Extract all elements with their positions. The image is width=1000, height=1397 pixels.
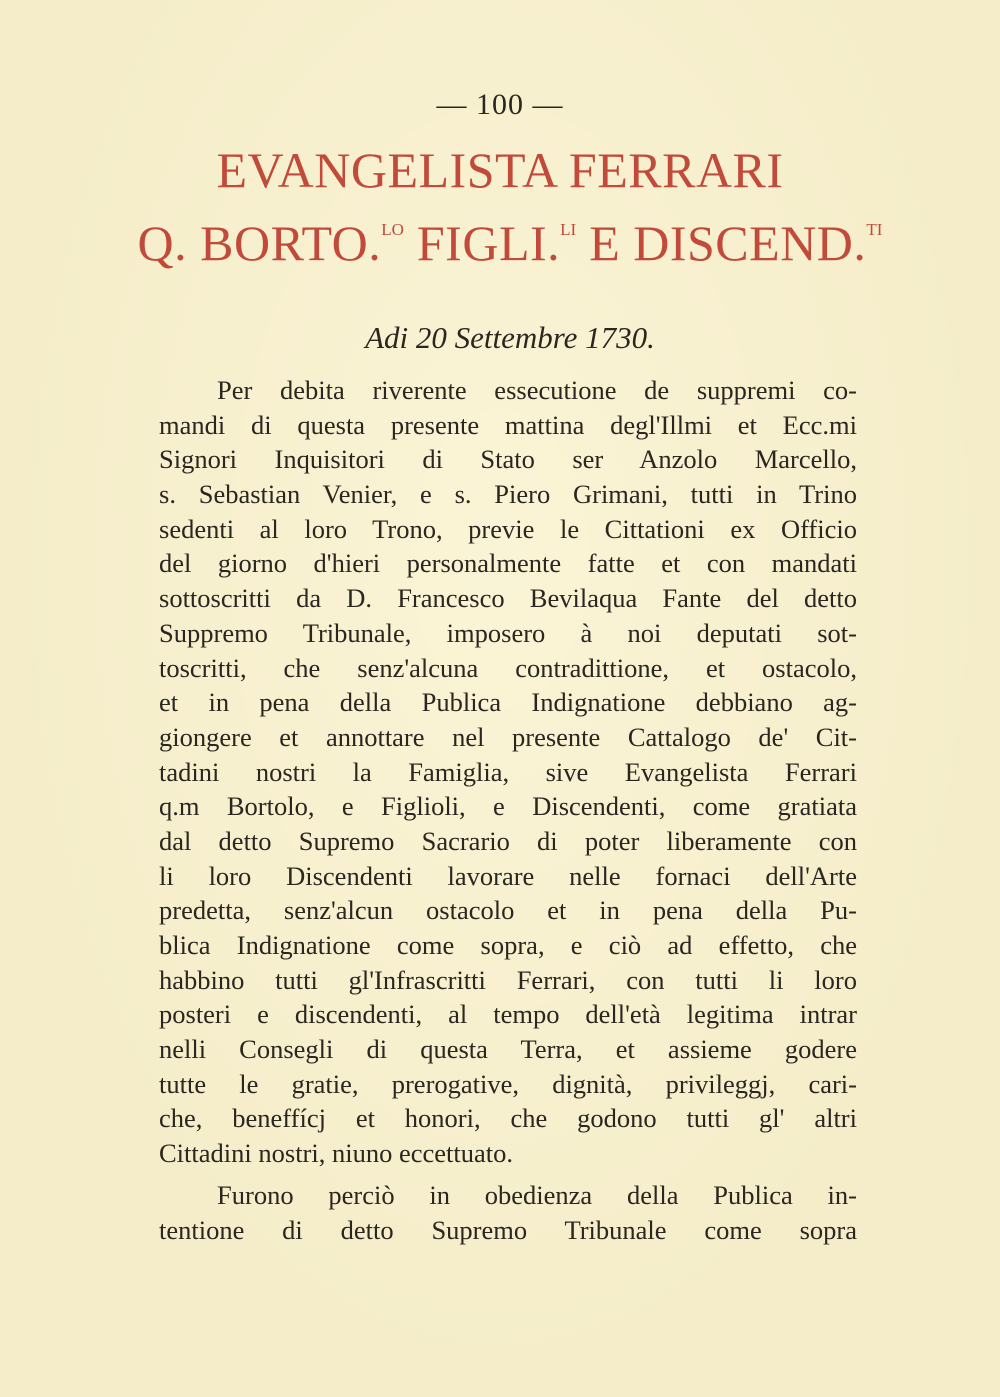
title-line-2-sup1: LO (381, 220, 404, 239)
paragraph-1-line: tadini nostri la Famiglia, sive Evangelista Ferrari (159, 756, 857, 787)
title-line-2-part1: Q. BORTO. (137, 215, 382, 271)
paragraph-1-line: Signori Inquisitori di Stato ser Anzolo Marcello, (159, 444, 857, 475)
paragraph-2-line: Furono perciò in obedienza della Publica in- (217, 1180, 857, 1210)
paragraph-1-line: q.m Bortolo, e Figlioli, e Discendenti, come gratiata (159, 791, 857, 822)
date-line: Adi 20 Settembre 1730. (365, 320, 655, 355)
paragraph-1-line: Per debita riverente essecutione de suppremi co- (217, 375, 857, 405)
title-line-2-part2: FIGLI. (403, 215, 561, 271)
title-line-1: EVANGELISTA FERRARI (216, 142, 784, 198)
paragraph-1-line: Suppremo Tribunale, imposero à noi deputati sot- (159, 617, 857, 648)
paragraph-1-line: et in pena della Publica Indignatione debbiano ag- (159, 687, 857, 718)
paragraph-1-line: Cittadini nostri, niuno eccettuato. (159, 1138, 513, 1169)
title-line-2-part3: E DISCEND. (576, 215, 867, 271)
title-line-2-sup2: LI (560, 220, 577, 239)
paragraph-1-line: blica Indignatione come sopra, e ciò ad effetto, che (159, 930, 857, 960)
paragraph-1-line: giongere et annottare nel presente Cattalogo de' Cit- (159, 721, 857, 752)
paragraph-1-line: toscritti, che senz'alcuna contradittione, et ostacolo, (159, 652, 857, 683)
paragraph-1-line: tutte le gratie, prerogative, dignità, privileggj, cari- (159, 1068, 857, 1099)
paragraph-1-line: del giorno d'hieri personalmente fatte et con mandati (159, 548, 857, 579)
paragraph-1-line: li loro Discendenti lavorare nelle fornaci dell'Arte (159, 860, 857, 891)
page-number: — 100 — (436, 88, 564, 121)
paragraph-2-line: tentione di detto Supremo Tribunale come sopra (159, 1214, 857, 1245)
paragraph-1-line: mandi di questa presente mattina degl'Illmi et Ecc.mi (159, 409, 857, 440)
title-line-2-sup3: TI (866, 220, 883, 239)
paragraph-1 (159, 373, 857, 1171)
paragraph-1-line: sedenti al loro Trono, previe le Cittationi ex Officio (159, 513, 857, 544)
paragraph-1-line: nelli Consegli di questa Terra, et assieme godere (159, 1034, 857, 1065)
paragraph-1-line: s. Sebastian Venier, e s. Piero Grimani, tutti in Trino (159, 479, 857, 510)
paragraph-1-line: sottoscritti da D. Francesco Bevilaqua Fante del detto (159, 583, 857, 614)
paragraph-1-line: habbino tutti gl'Infrascritti Ferrari, con tutti li loro (159, 964, 857, 995)
paragraph-2 (159, 1178, 857, 1247)
paragraph-1-line: posteri e discendenti, al tempo dell'età legitima intrar (159, 999, 857, 1030)
paragraph-1-line: predetta, senz'alcun ostacolo et in pena della Pu- (159, 895, 857, 926)
paragraph-1-line: che, beneffícj et honori, che godono tutti gl' altri (159, 1103, 857, 1134)
title-line-2 (10, 215, 1000, 271)
paragraph-1-line: dal detto Supremo Sacrario di poter liberamente con (159, 825, 857, 856)
